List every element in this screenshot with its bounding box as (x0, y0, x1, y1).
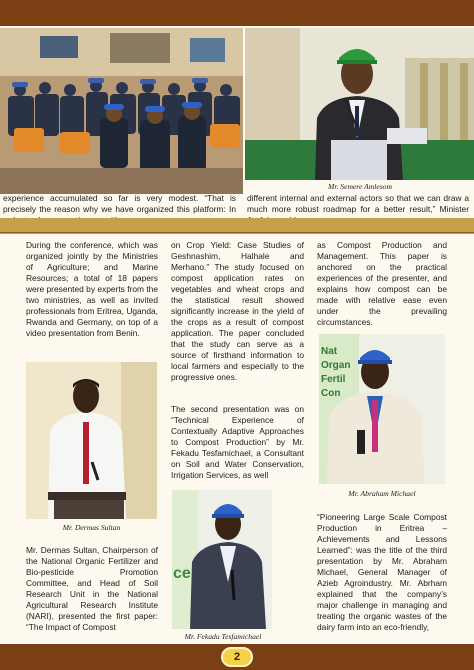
col1-para1: During the conference, which was organized jointly by the Ministries of Agriculture; and Marine Resources; a total of 18 papers were presented by experts from the two ministries, as well as invited professionals from Eritrea, Uganda, Rwanda and Germany, on top of a video presentation from Benin. (26, 240, 158, 338)
col1-para2: Mr. Dermas Sultan, Chairperson of the National Organic Fertilizer and Bio-pesticide Promotion Committee, and Head of Soil Research Unit in the National Agricultural Research Institute (NARI), presented the first paper: “The Impact of Compost (26, 545, 158, 632)
caption-dermas: Mr. Dermas Sultan (62, 523, 121, 532)
col2-para1: on Crop Yield: Case Studies of Geshnashim, Halhale and Merhano.” The study focused on compost application rates on vegetables and wheat crops and the statistical result showed significantly increase in the yield of the crops as a result of compost application. The paper concluded that the study can serve as a source of firsthand information to local farmers and especially to the progressive ones. (171, 240, 304, 382)
audience-photo (0, 28, 243, 194)
col3-para2: “Pioneering Large Scale Compost Production in Eritrea – Achievements and Lessons Learned”: was the title of the third presentation by Mr. Abraham Michael, General Manager of Azieb Agroindustry. Mr. Abrham explained that the company’s major challenge in managing and treating the organic wastes of the dairy farm into an eco-friendly, (317, 512, 447, 632)
page-number: 2 (221, 647, 253, 667)
abraham-banner-text: Nat Organ Fertil Con (321, 346, 351, 399)
col3-para1: as Compost Production and Management. This paper is anchored on the practical experiences of the presenter, and explains how compost can be made with relative ease even under the prevailing circumstances. (317, 240, 447, 327)
dermas-photo (26, 362, 157, 519)
caption-abraham: Mr. Abraham Michael (348, 489, 416, 498)
caption-fekadu: Mr. Fekadu Tesfamichael (184, 632, 262, 641)
caption-semere: Mr. Semere Amlesom (328, 182, 392, 191)
top-text-left: experience accumulated so far is very modest. “That is precisely the reason why we have organized this platform: In (3, 193, 236, 214)
col2-para2: The second presentation was on “Technical Experience of Contextually Adaptive Approaches to Compost Production” by Mr. Fekadu Tesfamichael, a Consultant on Soil and Water Conservation, Irrigation Services, as well (171, 404, 304, 480)
fekadu-photo (172, 490, 272, 629)
section-divider-line (0, 232, 474, 233)
abraham-photo (319, 334, 445, 484)
header-bar (0, 0, 474, 26)
top-text-right: different internal and external actors so that we can draw a much more robust roadmap for a better result,” Minister (247, 193, 469, 214)
semere-photo (245, 28, 474, 180)
fekadu-banner-text: ce (173, 565, 191, 582)
